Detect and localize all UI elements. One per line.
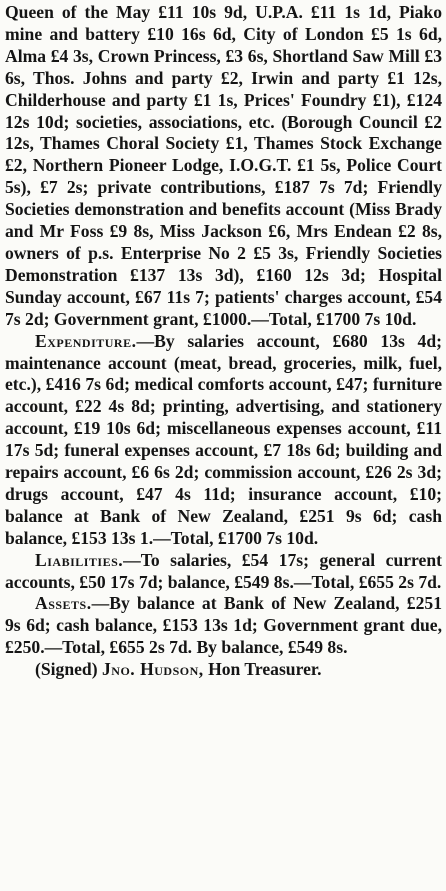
signer-title: Hon Treasurer. — [208, 659, 322, 680]
assets-heading: Assets. — [35, 593, 92, 614]
expenditure-heading: Expenditure. — [35, 330, 137, 351]
signed-label: (Signed) — [35, 659, 98, 680]
liabilities-paragraph — [5, 550, 442, 594]
signature-line — [5, 659, 442, 681]
receipts-paragraph: Queen of the May £11 10s 9d, U.P.A. £11 1s 1d, Piako mine and battery £10 16s 6d, City of London £5 1s 6d, Alma £4 3s, Crown Princess, £3 6s, Shortland Saw Mill £3 6s, Thos. Johns and party £2, Irwin and party £1 12s, Childerhouse and party £1 1s, Prices' Foundry £1), £124 12s 10d; societies, associations, etc. (Borough Council £2 12s, Thames Choral Society £1, Thames Stock Exchange £2, Northern Pioneer Lodge, I.O.G.T. £1 5s, Police Court 5s), £7 2s; private contributions, £187 7s 7d; Friendly Societies demonstration and benefits account (Miss Brady and Mr Foss £9 8s, Miss Jackson £6, Mrs Endean £2 8s, owners of p.s. Enterprise No 2 £5 3s, Friendly Societies Demonstration £137 13s 3d), £160 12s 3d; Hospital Sunday account, £67 11s 7; patients' charges account, £54 7s 2d; Government grant, £1000.—Total, £1700 7s 10d. — [5, 2, 442, 329]
liabilities-text: —To salaries, £54 17s; general current accounts, £50 17s 7d; balance, £549 8s.—Total, £655 2s 7d. — [5, 549, 442, 592]
assets-text: —By balance at Bank of New Zealand, £251 9s 6d; cash balance, £153 13s 1d; Government grant due, £250.—Total, £655 2s 7d. By balance, £549 8s. — [5, 593, 442, 658]
expenditure-paragraph — [5, 331, 442, 550]
signer-name: Jno. Hudson, — [101, 659, 204, 680]
assets-paragraph — [5, 593, 442, 659]
liabilities-heading: Liabilities. — [35, 549, 124, 570]
expenditure-text: —By salaries account, £680 13s 4d; maintenance account (meat, bread, groceries, milk, fuel, etc.), £416 7s 6d; medical comforts account, £47; furniture account, £22 4s 8d; printing, advertising, and stationery account, £19 10s 6d; miscellaneous expenses account, £11 17s 5d; funeral expenses account, £7 18s 6d; building and repairs account, £6 6s 2d; commission account, £26 2s 3d; drugs account, £47 4s 11d; insurance account, £10; balance at Bank of New Zealand, £251 9s 6d; cash balance, £153 13s 1.—Total, £1700 7s 10d. — [5, 330, 442, 548]
